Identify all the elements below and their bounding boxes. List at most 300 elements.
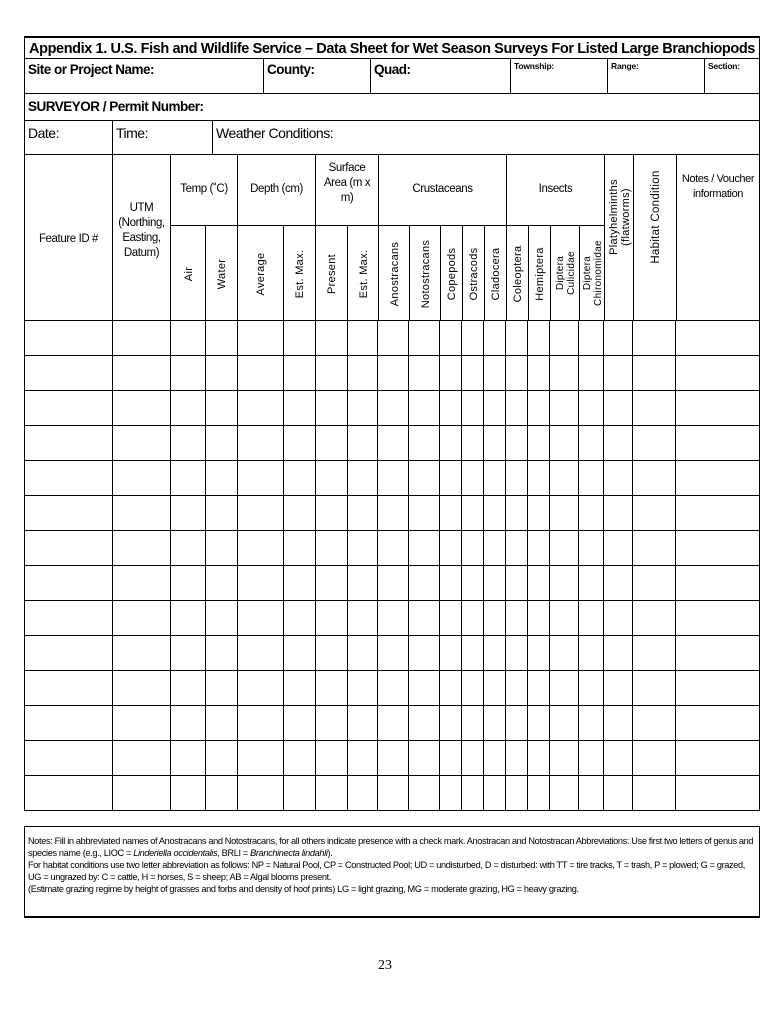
data-cell[interactable] xyxy=(112,776,170,811)
data-cell[interactable] xyxy=(440,636,462,671)
data-cell[interactable] xyxy=(633,671,676,706)
data-cell[interactable] xyxy=(283,321,315,356)
data-cell[interactable] xyxy=(676,321,760,356)
data-cell[interactable] xyxy=(25,741,113,776)
data-cell[interactable] xyxy=(550,741,579,776)
crustaceans-label: Crustaceans xyxy=(412,183,473,195)
data-cell[interactable] xyxy=(633,356,676,391)
data-cell[interactable] xyxy=(579,776,604,811)
data-cell[interactable] xyxy=(550,531,579,566)
data-cell[interactable] xyxy=(378,671,409,706)
data-cell[interactable] xyxy=(633,321,676,356)
data-cell[interactable] xyxy=(676,496,760,531)
data-cell[interactable] xyxy=(378,741,409,776)
data-cell[interactable] xyxy=(112,356,170,391)
data-cell[interactable] xyxy=(283,741,315,776)
data-cell[interactable] xyxy=(462,426,484,461)
data-cell[interactable] xyxy=(237,776,283,811)
data-cell[interactable] xyxy=(528,531,550,566)
data-cell[interactable] xyxy=(347,776,378,811)
data-cell[interactable] xyxy=(462,741,484,776)
data-cell[interactable] xyxy=(205,636,237,671)
data-cell[interactable] xyxy=(550,566,579,601)
data-cell[interactable] xyxy=(170,601,205,636)
data-cell[interactable] xyxy=(440,741,462,776)
data-cell[interactable] xyxy=(604,321,633,356)
data-cell[interactable] xyxy=(484,566,506,601)
data-cell[interactable] xyxy=(506,461,528,496)
data-cell[interactable] xyxy=(462,461,484,496)
data-cell[interactable] xyxy=(170,741,205,776)
data-cell[interactable] xyxy=(484,356,506,391)
data-cell[interactable] xyxy=(112,321,170,356)
data-cell[interactable] xyxy=(440,566,462,601)
data-cell[interactable] xyxy=(237,391,283,426)
data-cell[interactable] xyxy=(506,391,528,426)
data-cell[interactable] xyxy=(283,426,315,461)
data-cell[interactable] xyxy=(676,706,760,741)
data-cell[interactable] xyxy=(25,531,113,566)
data-cell[interactable] xyxy=(633,636,676,671)
data-cell[interactable] xyxy=(579,461,604,496)
data-cell[interactable] xyxy=(550,391,579,426)
date-field[interactable] xyxy=(24,120,113,155)
data-cell[interactable] xyxy=(237,426,283,461)
data-cell[interactable] xyxy=(237,496,283,531)
data-cell[interactable] xyxy=(604,356,633,391)
data-cell[interactable] xyxy=(440,391,462,426)
data-cell[interactable] xyxy=(409,706,440,741)
data-cell[interactable] xyxy=(462,706,484,741)
data-cell[interactable] xyxy=(604,496,633,531)
data-cell[interactable] xyxy=(676,776,760,811)
data-cell[interactable] xyxy=(237,706,283,741)
data-cell[interactable] xyxy=(676,531,760,566)
data-cell[interactable] xyxy=(237,741,283,776)
data-cell[interactable] xyxy=(506,671,528,706)
data-cell[interactable] xyxy=(484,321,506,356)
data-cell[interactable] xyxy=(347,531,378,566)
data-cell[interactable] xyxy=(440,496,462,531)
data-cell[interactable] xyxy=(440,531,462,566)
data-cell[interactable] xyxy=(604,391,633,426)
section-label: Section: xyxy=(708,61,740,71)
township-field[interactable] xyxy=(510,58,608,94)
data-cell[interactable] xyxy=(506,776,528,811)
data-cell[interactable] xyxy=(170,566,205,601)
data-cell[interactable] xyxy=(347,636,378,671)
data-cell[interactable] xyxy=(347,321,378,356)
data-cell[interactable] xyxy=(409,356,440,391)
data-cell[interactable] xyxy=(347,706,378,741)
data-cell[interactable] xyxy=(633,741,676,776)
range-field[interactable] xyxy=(607,58,705,94)
data-cell[interactable] xyxy=(205,391,237,426)
data-cell[interactable] xyxy=(528,496,550,531)
data-cell[interactable] xyxy=(440,706,462,741)
data-cell[interactable] xyxy=(315,741,347,776)
data-cell[interactable] xyxy=(112,706,170,741)
data-cell[interactable] xyxy=(25,356,113,391)
data-cell[interactable] xyxy=(550,356,579,391)
data-cell[interactable] xyxy=(440,671,462,706)
data-cell[interactable] xyxy=(676,601,760,636)
data-cell[interactable] xyxy=(528,426,550,461)
data-cell[interactable] xyxy=(409,461,440,496)
data-cell[interactable] xyxy=(440,776,462,811)
data-cell[interactable] xyxy=(484,426,506,461)
data-cell[interactable] xyxy=(506,496,528,531)
data-cell[interactable] xyxy=(506,356,528,391)
data-cell[interactable] xyxy=(170,531,205,566)
data-cell[interactable] xyxy=(347,461,378,496)
data-cell[interactable] xyxy=(484,706,506,741)
data-cell[interactable] xyxy=(283,566,315,601)
data-cell[interactable] xyxy=(378,776,409,811)
data-cell[interactable] xyxy=(462,636,484,671)
data-cell[interactable] xyxy=(409,321,440,356)
data-cell[interactable] xyxy=(283,601,315,636)
data-cell[interactable] xyxy=(378,391,409,426)
data-cell[interactable] xyxy=(170,426,205,461)
data-cell[interactable] xyxy=(462,391,484,426)
data-cell[interactable] xyxy=(112,601,170,636)
data-cell[interactable] xyxy=(237,566,283,601)
data-cell[interactable] xyxy=(170,356,205,391)
data-cell[interactable] xyxy=(347,426,378,461)
data-cell[interactable] xyxy=(484,741,506,776)
data-cell[interactable] xyxy=(676,636,760,671)
data-cell[interactable] xyxy=(25,706,113,741)
data-cell[interactable] xyxy=(112,426,170,461)
data-cell[interactable] xyxy=(604,671,633,706)
data-cell[interactable] xyxy=(506,531,528,566)
data-cell[interactable] xyxy=(550,776,579,811)
data-cell[interactable] xyxy=(604,776,633,811)
data-cell[interactable] xyxy=(409,531,440,566)
data-cell[interactable] xyxy=(409,601,440,636)
data-cell[interactable] xyxy=(676,461,760,496)
data-cell[interactable] xyxy=(676,391,760,426)
data-cell[interactable] xyxy=(633,426,676,461)
data-cell[interactable] xyxy=(409,496,440,531)
data-cell[interactable] xyxy=(633,601,676,636)
data-cell[interactable] xyxy=(112,461,170,496)
data-cell[interactable] xyxy=(347,496,378,531)
data-cell[interactable] xyxy=(676,356,760,391)
data-cell[interactable] xyxy=(378,496,409,531)
data-cell[interactable] xyxy=(528,671,550,706)
data-cell[interactable] xyxy=(347,741,378,776)
data-cell[interactable] xyxy=(462,356,484,391)
data-cell[interactable] xyxy=(409,391,440,426)
data-cell[interactable] xyxy=(283,636,315,671)
data-cell[interactable] xyxy=(633,461,676,496)
data-cell[interactable] xyxy=(579,706,604,741)
data-cell[interactable] xyxy=(506,601,528,636)
data-cell[interactable] xyxy=(676,741,760,776)
data-cell[interactable] xyxy=(315,706,347,741)
data-cell[interactable] xyxy=(633,391,676,426)
data-cell[interactable] xyxy=(462,531,484,566)
data-cell[interactable] xyxy=(283,391,315,426)
data-cell[interactable] xyxy=(25,671,113,706)
data-cell[interactable] xyxy=(205,671,237,706)
data-cell[interactable] xyxy=(440,426,462,461)
data-cell[interactable] xyxy=(283,706,315,741)
data-cell[interactable] xyxy=(633,706,676,741)
data-cell[interactable] xyxy=(506,566,528,601)
data-cell[interactable] xyxy=(347,601,378,636)
data-cell[interactable] xyxy=(170,776,205,811)
data-cell[interactable] xyxy=(315,461,347,496)
data-cell[interactable] xyxy=(378,426,409,461)
data-cell[interactable] xyxy=(205,706,237,741)
data-cell[interactable] xyxy=(579,426,604,461)
data-cell[interactable] xyxy=(579,496,604,531)
data-cell[interactable] xyxy=(440,461,462,496)
data-cell[interactable] xyxy=(579,391,604,426)
data-cell[interactable] xyxy=(205,566,237,601)
data-cell[interactable] xyxy=(25,426,113,461)
data-cell[interactable] xyxy=(315,321,347,356)
data-cell[interactable] xyxy=(347,566,378,601)
data-cell[interactable] xyxy=(170,391,205,426)
data-cell[interactable] xyxy=(676,566,760,601)
data-cell[interactable] xyxy=(315,601,347,636)
data-cell[interactable] xyxy=(112,671,170,706)
data-cell[interactable] xyxy=(506,321,528,356)
data-cell[interactable] xyxy=(315,636,347,671)
data-cell[interactable] xyxy=(283,461,315,496)
data-cell[interactable] xyxy=(112,496,170,531)
data-cell[interactable] xyxy=(112,391,170,426)
data-cell[interactable] xyxy=(528,636,550,671)
data-cell[interactable] xyxy=(550,496,579,531)
data-cell[interactable] xyxy=(237,601,283,636)
county-field[interactable] xyxy=(263,58,371,94)
data-cell[interactable] xyxy=(112,636,170,671)
data-cell[interactable] xyxy=(378,566,409,601)
data-cell[interactable] xyxy=(205,741,237,776)
data-cell[interactable] xyxy=(633,776,676,811)
data-cell[interactable] xyxy=(579,566,604,601)
data-cell[interactable] xyxy=(205,496,237,531)
data-cell[interactable] xyxy=(462,566,484,601)
data-cell[interactable] xyxy=(484,461,506,496)
data-cell[interactable] xyxy=(462,321,484,356)
data-cell[interactable] xyxy=(378,601,409,636)
data-cell[interactable] xyxy=(440,356,462,391)
data-cell[interactable] xyxy=(237,636,283,671)
data-cell[interactable] xyxy=(604,461,633,496)
table-row xyxy=(25,636,760,671)
data-cell[interactable] xyxy=(484,531,506,566)
data-cell[interactable] xyxy=(237,356,283,391)
data-cell[interactable] xyxy=(528,321,550,356)
data-cell[interactable] xyxy=(579,321,604,356)
data-cell[interactable] xyxy=(550,636,579,671)
time-label: Time: xyxy=(116,125,148,141)
data-cell[interactable] xyxy=(25,321,113,356)
data-cell[interactable] xyxy=(604,636,633,671)
data-cell[interactable] xyxy=(315,531,347,566)
data-cell[interactable] xyxy=(315,496,347,531)
data-cell[interactable] xyxy=(315,356,347,391)
data-cell[interactable] xyxy=(205,321,237,356)
data-cell[interactable] xyxy=(112,531,170,566)
data-cell[interactable] xyxy=(579,636,604,671)
data-cell[interactable] xyxy=(550,321,579,356)
data-cell[interactable] xyxy=(25,636,113,671)
data-cell[interactable] xyxy=(283,356,315,391)
data-cell[interactable] xyxy=(112,741,170,776)
data-cell[interactable] xyxy=(462,671,484,706)
data-cell[interactable] xyxy=(462,496,484,531)
data-cell[interactable] xyxy=(633,531,676,566)
data-cell[interactable] xyxy=(579,531,604,566)
data-cell[interactable] xyxy=(378,636,409,671)
data-cell[interactable] xyxy=(528,356,550,391)
data-cell[interactable] xyxy=(409,671,440,706)
site-name-field[interactable] xyxy=(24,58,264,94)
data-cell[interactable] xyxy=(579,741,604,776)
data-cell[interactable] xyxy=(25,496,113,531)
data-cell[interactable] xyxy=(170,461,205,496)
data-cell[interactable] xyxy=(604,566,633,601)
data-cell[interactable] xyxy=(409,426,440,461)
data-cell[interactable] xyxy=(550,671,579,706)
data-cell[interactable] xyxy=(506,636,528,671)
data-cell[interactable] xyxy=(237,321,283,356)
data-cell[interactable] xyxy=(25,776,113,811)
data-cell[interactable] xyxy=(205,356,237,391)
data-cell[interactable] xyxy=(409,636,440,671)
data-cell[interactable] xyxy=(205,776,237,811)
data-cell[interactable] xyxy=(378,706,409,741)
section-field[interactable] xyxy=(704,58,760,94)
table-row xyxy=(25,776,760,811)
data-cell[interactable] xyxy=(237,531,283,566)
data-cell[interactable] xyxy=(579,671,604,706)
data-cell[interactable] xyxy=(462,601,484,636)
data-cell[interactable] xyxy=(205,601,237,636)
data-cell[interactable] xyxy=(484,496,506,531)
data-cell[interactable] xyxy=(528,706,550,741)
county-label: County: xyxy=(267,62,315,77)
data-cell[interactable] xyxy=(283,531,315,566)
data-cell[interactable] xyxy=(170,321,205,356)
data-cell[interactable] xyxy=(315,566,347,601)
data-cell[interactable] xyxy=(315,391,347,426)
quad-field[interactable] xyxy=(370,58,511,94)
data-cell[interactable] xyxy=(528,601,550,636)
data-cell[interactable] xyxy=(484,776,506,811)
data-cell[interactable] xyxy=(347,671,378,706)
data-cell[interactable] xyxy=(550,601,579,636)
data-cell[interactable] xyxy=(378,321,409,356)
data-cell[interactable] xyxy=(579,601,604,636)
data-cell[interactable] xyxy=(506,741,528,776)
data-cell[interactable] xyxy=(170,496,205,531)
data-cell[interactable] xyxy=(409,741,440,776)
data-cell[interactable] xyxy=(528,776,550,811)
data-cell[interactable] xyxy=(25,601,113,636)
data-cell[interactable] xyxy=(409,776,440,811)
data-cell[interactable] xyxy=(604,601,633,636)
cladocera-label: Cladocera xyxy=(490,247,502,301)
data-cell[interactable] xyxy=(315,671,347,706)
data-cell[interactable] xyxy=(112,566,170,601)
data-cell[interactable] xyxy=(604,741,633,776)
data-cell[interactable] xyxy=(205,531,237,566)
data-cell[interactable] xyxy=(528,741,550,776)
data-cell[interactable] xyxy=(440,601,462,636)
data-entry-rows xyxy=(25,321,760,811)
data-cell[interactable] xyxy=(506,426,528,461)
data-cell[interactable] xyxy=(550,706,579,741)
data-cell[interactable] xyxy=(315,776,347,811)
data-cell[interactable] xyxy=(484,601,506,636)
data-cell[interactable] xyxy=(25,566,113,601)
data-cell[interactable] xyxy=(528,566,550,601)
data-cell[interactable] xyxy=(528,391,550,426)
data-cell[interactable] xyxy=(484,671,506,706)
data-cell[interactable] xyxy=(440,321,462,356)
data-cell[interactable] xyxy=(604,426,633,461)
data-cell[interactable] xyxy=(378,356,409,391)
data-cell[interactable] xyxy=(676,671,760,706)
data-cell[interactable] xyxy=(283,776,315,811)
data-cell[interactable] xyxy=(633,566,676,601)
data-cell[interactable] xyxy=(315,426,347,461)
data-cell[interactable] xyxy=(579,356,604,391)
data-cell[interactable] xyxy=(550,426,579,461)
data-cell[interactable] xyxy=(604,706,633,741)
data-cell[interactable] xyxy=(604,531,633,566)
data-cell[interactable] xyxy=(528,461,550,496)
data-cell[interactable] xyxy=(378,461,409,496)
data-cell[interactable] xyxy=(676,426,760,461)
data-cell[interactable] xyxy=(237,671,283,706)
data-cell[interactable] xyxy=(25,461,113,496)
data-cell[interactable] xyxy=(170,706,205,741)
data-cell[interactable] xyxy=(409,566,440,601)
data-cell[interactable] xyxy=(550,461,579,496)
data-cell[interactable] xyxy=(25,391,113,426)
data-cell[interactable] xyxy=(378,531,409,566)
data-cell[interactable] xyxy=(170,636,205,671)
weather-field[interactable] xyxy=(212,120,760,155)
data-cell[interactable] xyxy=(506,706,528,741)
data-cell[interactable] xyxy=(205,461,237,496)
data-cell[interactable] xyxy=(205,426,237,461)
data-cell[interactable] xyxy=(484,391,506,426)
data-cell[interactable] xyxy=(347,391,378,426)
data-cell[interactable] xyxy=(633,496,676,531)
diptera-culicidae-line2: Culicidae xyxy=(566,251,577,295)
diptera-chironomidae-line2: Chironomidae xyxy=(593,240,604,306)
data-cell[interactable] xyxy=(283,671,315,706)
data-cell[interactable] xyxy=(237,461,283,496)
surveyor-field[interactable] xyxy=(24,93,760,121)
data-cell[interactable] xyxy=(484,636,506,671)
data-cell[interactable] xyxy=(462,776,484,811)
data-cell[interactable] xyxy=(347,356,378,391)
time-field[interactable] xyxy=(112,120,213,155)
data-cell[interactable] xyxy=(170,671,205,706)
data-cell[interactable] xyxy=(283,496,315,531)
